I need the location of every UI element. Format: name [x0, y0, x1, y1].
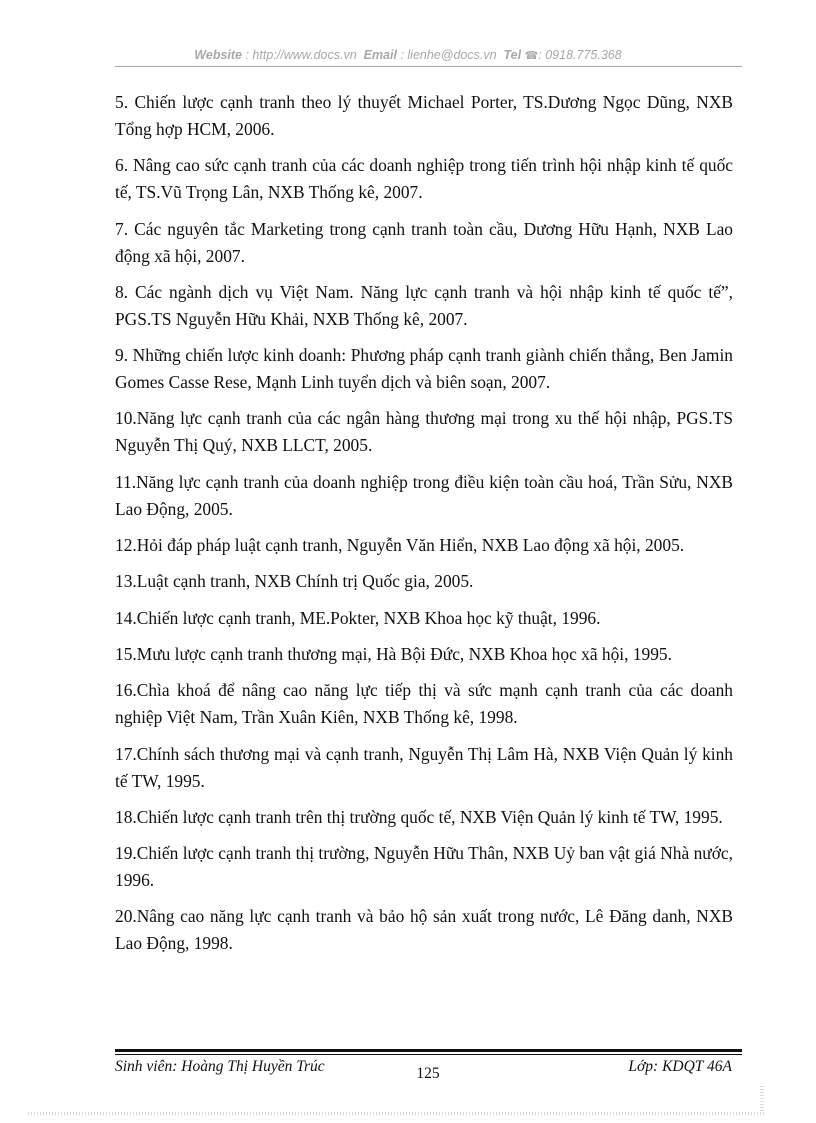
reference-item: 6. Nâng cao sức cạnh tranh của các doanh nghiệp trong tiến trình hội nhập kinh tế quốc tế, TS.Vũ Trọng Lân, NXB Thống kê, 2007.	[115, 155, 733, 203]
page-number: 125	[416, 1065, 440, 1082]
reference-item: 11.Năng lực cạnh tranh của doanh nghiệp trong điều kiện toàn cầu hoá, Trần Sửu, NXB Lao Động, 2005.	[115, 471, 733, 519]
header-divider	[115, 66, 742, 67]
tel-label: Tel	[503, 48, 522, 62]
footer-divider-thin	[115, 1054, 742, 1055]
footer-divider-thick	[115, 1049, 742, 1052]
reference-item: 12.Hỏi đáp pháp luật cạnh tranh, Nguyễn Văn Hiển, NXB Lao động xã hội, 2005.	[115, 535, 685, 556]
reference-item: 20.Nâng cao năng lực cạnh tranh và bảo hộ sản xuất trong nước, Lê Đăng danh, NXB Lao Động, 1998.	[115, 906, 733, 954]
reference-item: 7. Các nguyên tắc Marketing trong cạnh tranh toàn cầu, Dương Hữu Hạnh, NXB Lao động xã hội, 2007.	[115, 218, 733, 266]
tel-number: : 0918.775.368	[538, 48, 622, 62]
footer-student: Sinh viên: Hoàng Thị Huyền Trúc	[115, 1058, 325, 1075]
footer-class: Lớp: KDQT 46A	[628, 1058, 732, 1075]
reference-item: 13.Luật cạnh tranh, NXB Chính trị Quốc gia, 2005.	[115, 571, 474, 592]
reference-item: 19.Chiến lược cạnh tranh thị trường, Nguyễn Hữu Thân, NXB Uỷ ban vật giá Nhà nước, 1996.	[115, 843, 733, 891]
page-shadow-right	[760, 1086, 764, 1112]
email-address: : lienhe@docs.vn	[400, 48, 497, 62]
reference-item: 18.Chiến lược cạnh tranh trên thị trường quốc tế, NXB Viện Quản lý kinh tế TW, 1995.	[115, 806, 723, 827]
reference-item: 15.Mưu lược cạnh tranh thương mại, Hà Bội Đức, NXB Khoa học xã hội, 1995.	[115, 643, 672, 664]
website-url: : http://www.docs.vn	[245, 48, 357, 62]
reference-item: 8. Các ngành dịch vụ Việt Nam. Năng lực cạnh tranh và hội nhập kinh tế quốc tế”, PGS.TS Nguyễn Hữu Khải, NXB Thống kê, 2007.	[115, 281, 733, 329]
page-header	[0, 48, 816, 62]
reference-item: 16.Chìa khoá để nâng cao năng lực tiếp thị và sức mạnh cạnh tranh của các doanh nghiệp Việt Nam, Trần Xuân Kiên, NXB Thống kê, 1998.	[115, 680, 733, 728]
reference-item: 17.Chính sách thương mại và cạnh tranh, Nguyễn Thị Lâm Hà, NXB Viện Quản lý kinh tế TW, 1995.	[115, 743, 733, 791]
email-label: Email	[363, 48, 397, 62]
reference-list	[115, 89, 733, 967]
page-shadow-bottom	[28, 1112, 764, 1115]
website-label: Website	[194, 48, 242, 62]
reference-item: 5. Chiến lược cạnh tranh theo lý thuyết Michael Porter, TS.Dương Ngọc Dũng, NXB Tổng hợp HCM, 2006.	[115, 92, 733, 139]
reference-item: 9. Những chiến lược kinh doanh: Phương pháp cạnh tranh giành chiến thắng, Ben Jamin Gomes Casse Rese, Mạnh Linh tuyển dịch và biên soạn, 2007.	[115, 345, 733, 393]
reference-item: 10.Năng lực cạnh tranh của các ngân hàng thương mại trong xu thế hội nhập, PGS.TS Nguyễn Thị Quý, NXB LLCT, 2005.	[115, 408, 733, 456]
reference-item: 14.Chiến lược cạnh tranh, ME.Pokter, NXB Khoa học kỹ thuật, 1996.	[115, 607, 601, 628]
telephone-icon: ☎	[524, 50, 539, 62]
